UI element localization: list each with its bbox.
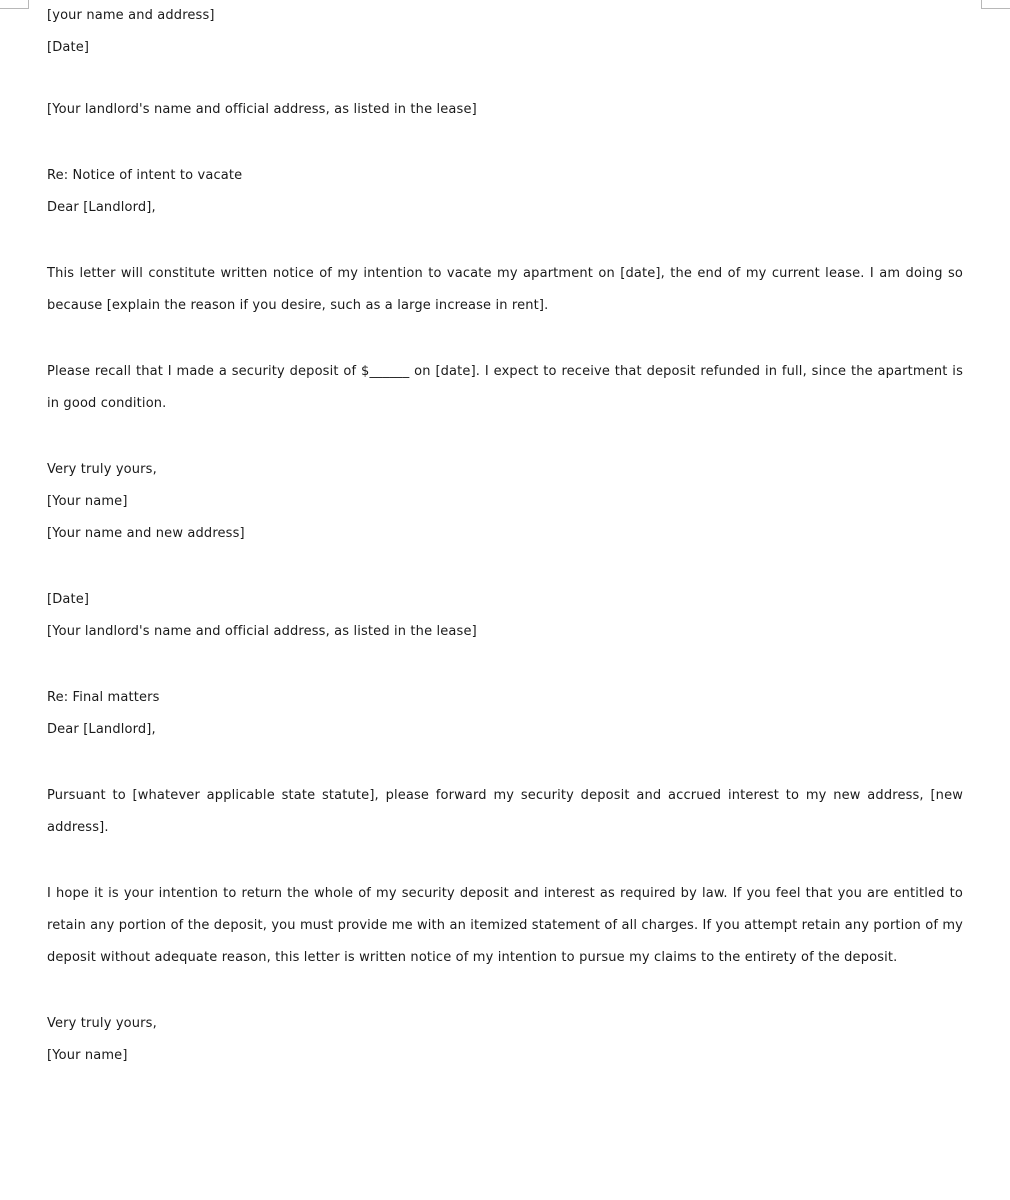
body-paragraph: Please recall that I made a security deposit of $______ on [date]. I expect to receive that deposit refunded in full, since the apartment is in good condition. bbox=[47, 364, 963, 411]
letter-date: [Date] bbox=[47, 40, 90, 55]
letter-date: [Date] bbox=[47, 592, 90, 607]
new-address: [Your name and new address] bbox=[47, 526, 245, 541]
subject-line: Re: Final matters bbox=[47, 690, 160, 705]
salutation: Dear [Landlord], bbox=[47, 722, 156, 737]
landlord-address: [Your landlord's name and official address, as listed in the lease] bbox=[47, 102, 477, 117]
subject-line: Re: Notice of intent to vacate bbox=[47, 168, 243, 183]
body-paragraph: This letter will constitute written notice of my intention to vacate my apartment on [date], the end of my current lease. I am doing so because [explain the reason if you desire, such as a large increase in rent]. bbox=[47, 266, 963, 313]
closing: Very truly yours, bbox=[47, 462, 157, 477]
salutation: Dear [Landlord], bbox=[47, 200, 156, 215]
landlord-address: [Your landlord's name and official address, as listed in the lease] bbox=[47, 624, 477, 639]
page-corner-mark-right bbox=[981, 0, 1010, 9]
letter-body bbox=[47, 0, 963, 1072]
sender-address: [your name and address] bbox=[47, 8, 215, 23]
signature: [Your name] bbox=[47, 1048, 128, 1063]
page-corner-mark-left bbox=[0, 0, 29, 9]
body-paragraph: Pursuant to [whatever applicable state statute], please forward my security deposit and accrued interest to my new address, [new address]. bbox=[47, 788, 963, 835]
closing: Very truly yours, bbox=[47, 1016, 157, 1031]
signature: [Your name] bbox=[47, 494, 128, 509]
body-paragraph: I hope it is your intention to return the whole of my security deposit and interest as required by law. If you feel that you are entitled to retain any portion of the deposit, you must provide me with an itemized statement of all charges. If you attempt retain any portion of my deposit without adequate reason, this letter is written notice of my intention to pursue my claims to the entirety of the deposit. bbox=[47, 886, 963, 965]
